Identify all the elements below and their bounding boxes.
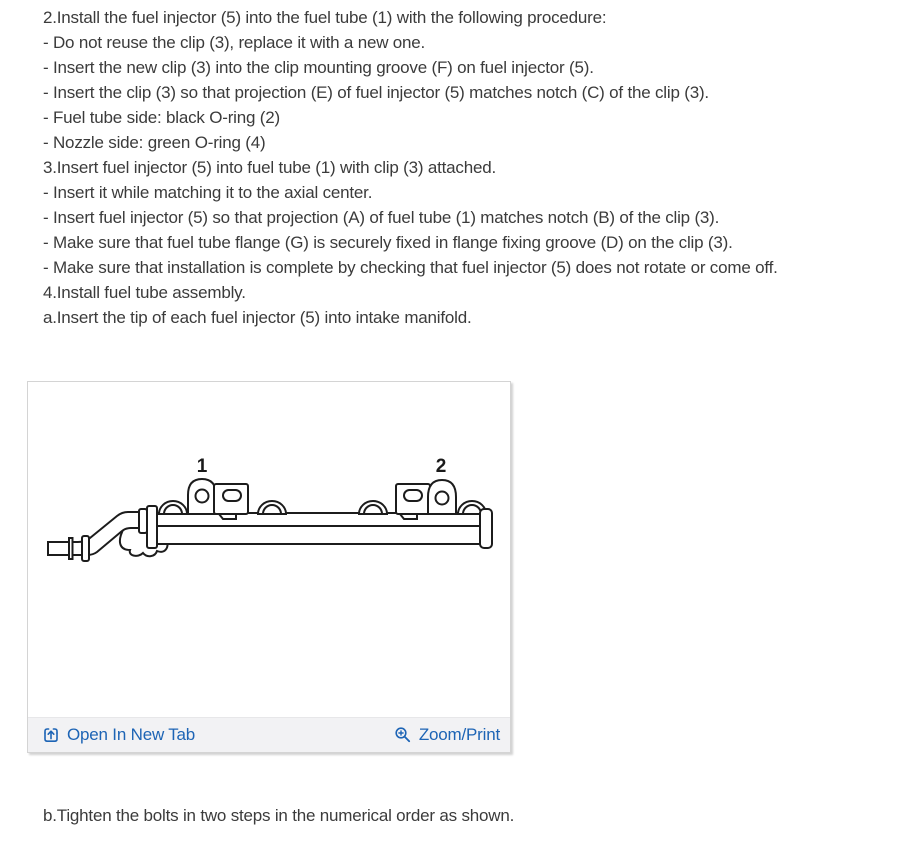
instruction-line: - Fuel tube side: black O-ring (2) bbox=[43, 108, 280, 127]
mount-bracket-2 bbox=[396, 480, 456, 519]
instruction-line: - Insert fuel injector (5) so that projection (A) of fuel tube (1) matches notch (B) of the clip (3). bbox=[43, 208, 720, 227]
bolt-label-1: 1 bbox=[196, 456, 208, 477]
injector-socket-2 bbox=[258, 501, 286, 514]
zoom-print-label: Zoom/Print bbox=[418, 725, 500, 744]
figure-panel bbox=[27, 381, 511, 753]
procedure-text-block bbox=[43, 0, 897, 330]
quick-connect-ring bbox=[82, 536, 89, 561]
step-b-text: b.Tighten the bolts in two steps in the numerical order as shown. bbox=[43, 806, 515, 825]
mount-bracket-1 bbox=[188, 479, 248, 519]
instruction-line: - Insert the clip (3) so that projection (E) of fuel injector (5) matches notch (C) of the clip (3). bbox=[43, 83, 709, 102]
zoom-print-link[interactable] bbox=[394, 725, 500, 745]
fuel-rail-body bbox=[156, 513, 483, 544]
instruction-line: a.Insert the tip of each fuel injector (5) into intake manifold. bbox=[43, 308, 472, 327]
instruction-line: - Insert it while matching it to the axial center. bbox=[43, 183, 373, 202]
figure-toolbar bbox=[28, 717, 510, 752]
quick-connect-tick bbox=[69, 538, 73, 559]
instruction-line: 3.Insert fuel injector (5) into fuel tube (1) with clip (3) attached. bbox=[43, 158, 496, 177]
open-in-new-tab-link[interactable] bbox=[42, 725, 195, 745]
instruction-line: - Do not reuse the clip (3), replace it with a new one. bbox=[43, 33, 426, 52]
instruction-line: 4.Install fuel tube assembly. bbox=[43, 283, 246, 302]
bolt-label-2: 2 bbox=[435, 456, 447, 477]
fuel-tube-diagram bbox=[28, 382, 510, 717]
injector-socket-3 bbox=[359, 501, 387, 514]
instruction-line: - Make sure that fuel tube flange (G) is securely fixed in flange fixing groove (D) on the clip (3). bbox=[43, 233, 733, 252]
injector-socket-1 bbox=[159, 501, 187, 514]
fuel-tube-assembly-drawing bbox=[28, 382, 510, 717]
open-in-new-tab-icon bbox=[42, 726, 60, 744]
instruction-line: 2.Install the fuel injector (5) into the fuel tube (1) with the following procedure: bbox=[43, 8, 607, 27]
inlet-tube-collar bbox=[139, 509, 147, 533]
instruction-line: - Nozzle side: green O-ring (4) bbox=[43, 133, 266, 152]
rail-inlet-flange bbox=[147, 506, 157, 548]
zoom-magnifier-icon bbox=[394, 726, 412, 744]
rail-end-cap-right bbox=[480, 509, 492, 548]
instruction-line: - Insert the new clip (3) into the clip mounting groove (F) on fuel injector (5). bbox=[43, 58, 594, 77]
instruction-line: - Make sure that installation is complete by checking that fuel injector (5) does not rotate or come off. bbox=[43, 258, 778, 277]
open-in-new-tab-label: Open In New Tab bbox=[67, 725, 196, 744]
